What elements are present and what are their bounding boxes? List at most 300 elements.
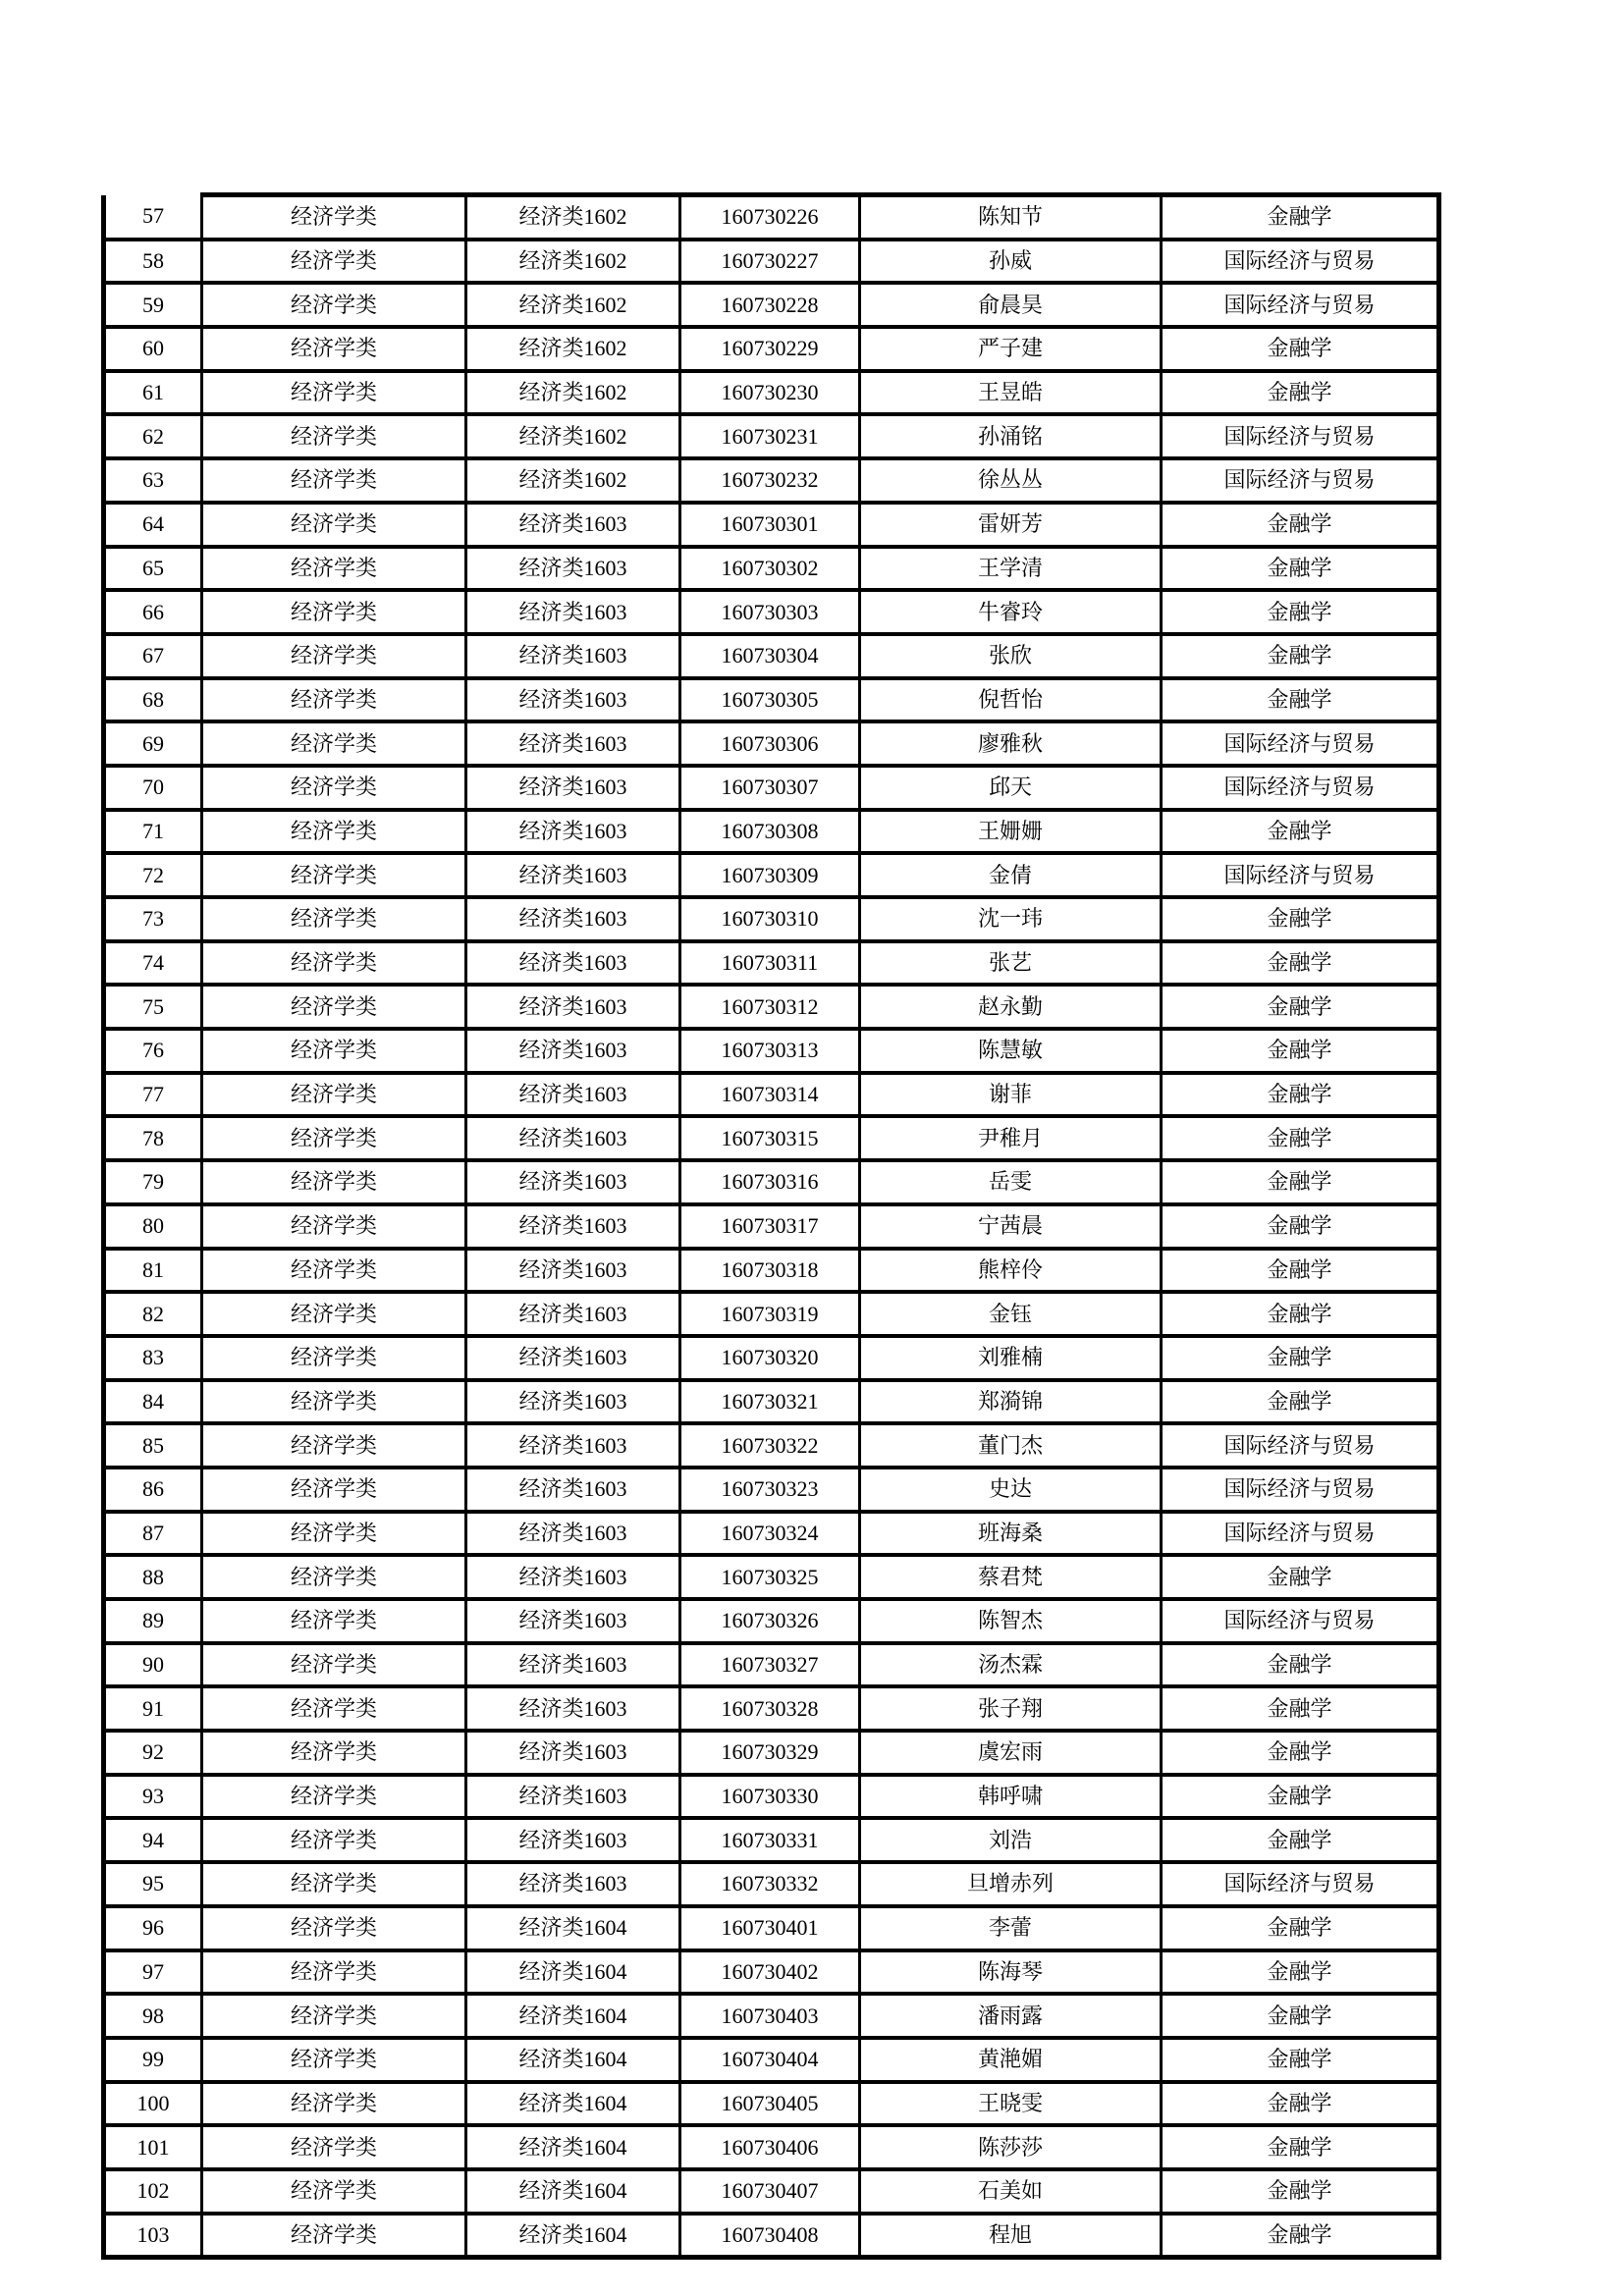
category-cell: 经济学类 bbox=[202, 1116, 466, 1160]
class-cell: 经济类1604 bbox=[466, 1906, 680, 1950]
row-number-cell: 68 bbox=[104, 678, 202, 722]
major-cell: 金融学 bbox=[1162, 1994, 1439, 2038]
category-cell: 经济学类 bbox=[202, 590, 466, 634]
major-cell: 金融学 bbox=[1162, 941, 1439, 986]
row-number-cell: 59 bbox=[104, 283, 202, 327]
student-id-cell: 160730306 bbox=[680, 721, 860, 766]
student-id-cell: 160730231 bbox=[680, 414, 860, 458]
class-cell: 经济类1603 bbox=[466, 853, 680, 897]
major-cell: 国际经济与贸易 bbox=[1162, 414, 1439, 458]
row-number-cell: 70 bbox=[104, 766, 202, 810]
row-number-cell: 102 bbox=[104, 2169, 202, 2214]
name-cell: 陈莎莎 bbox=[860, 2125, 1162, 2169]
major-cell: 金融学 bbox=[1162, 2038, 1439, 2082]
name-cell: 王姗姗 bbox=[860, 810, 1162, 854]
student-id-cell: 160730320 bbox=[680, 1336, 860, 1380]
category-cell: 经济学类 bbox=[202, 195, 466, 240]
category-cell: 经济学类 bbox=[202, 2125, 466, 2169]
table-row bbox=[104, 941, 1439, 986]
name-cell: 岳雯 bbox=[860, 1160, 1162, 1204]
row-number-cell: 79 bbox=[104, 1160, 202, 1204]
category-cell: 经济学类 bbox=[202, 1204, 466, 1249]
name-cell: 谢菲 bbox=[860, 1073, 1162, 1117]
table-row bbox=[104, 1468, 1439, 1512]
student-id-cell: 160730315 bbox=[680, 1116, 860, 1160]
student-id-cell: 160730330 bbox=[680, 1775, 860, 1819]
class-cell: 经济类1602 bbox=[466, 458, 680, 503]
table-row bbox=[104, 1731, 1439, 1775]
major-cell: 金融学 bbox=[1162, 2125, 1439, 2169]
table-row bbox=[104, 1818, 1439, 1862]
student-id-cell: 160730310 bbox=[680, 897, 860, 941]
major-cell: 国际经济与贸易 bbox=[1162, 1599, 1439, 1643]
row-number-cell: 88 bbox=[104, 1555, 202, 1599]
name-cell: 程旭 bbox=[860, 2214, 1162, 2258]
name-cell: 金倩 bbox=[860, 853, 1162, 897]
category-cell: 经济学类 bbox=[202, 2214, 466, 2258]
category-cell: 经济学类 bbox=[202, 2038, 466, 2082]
category-cell: 经济学类 bbox=[202, 327, 466, 371]
table-row bbox=[104, 1994, 1439, 2038]
major-cell: 金融学 bbox=[1162, 1818, 1439, 1862]
row-number-cell: 77 bbox=[104, 1073, 202, 1117]
row-number-cell: 71 bbox=[104, 810, 202, 854]
name-cell: 蔡君梵 bbox=[860, 1555, 1162, 1599]
major-cell: 金融学 bbox=[1162, 2169, 1439, 2214]
student-roster-table bbox=[101, 192, 1441, 2260]
name-cell: 徐丛丛 bbox=[860, 458, 1162, 503]
name-cell: 张子翔 bbox=[860, 1686, 1162, 1731]
student-id-cell: 160730312 bbox=[680, 985, 860, 1029]
table-row bbox=[104, 1380, 1439, 1424]
name-cell: 潘雨露 bbox=[860, 1994, 1162, 2038]
student-id-cell: 160730328 bbox=[680, 1686, 860, 1731]
table-row bbox=[104, 678, 1439, 722]
row-number-cell: 99 bbox=[104, 2038, 202, 2082]
major-cell: 国际经济与贸易 bbox=[1162, 1512, 1439, 1556]
name-cell: 俞晨昊 bbox=[860, 283, 1162, 327]
row-number-cell: 67 bbox=[104, 634, 202, 678]
class-cell: 经济类1603 bbox=[466, 1204, 680, 1249]
name-cell: 汤杰霖 bbox=[860, 1643, 1162, 1687]
name-cell: 孙涌铭 bbox=[860, 414, 1162, 458]
major-cell: 国际经济与贸易 bbox=[1162, 1862, 1439, 1906]
name-cell: 严子建 bbox=[860, 327, 1162, 371]
major-cell: 金融学 bbox=[1162, 1160, 1439, 1204]
table-row bbox=[104, 1950, 1439, 1995]
row-number-cell: 57 bbox=[104, 195, 202, 240]
name-cell: 陈海琴 bbox=[860, 1950, 1162, 1995]
table-row bbox=[104, 1686, 1439, 1731]
category-cell: 经济学类 bbox=[202, 2169, 466, 2214]
student-id-cell: 160730401 bbox=[680, 1906, 860, 1950]
major-cell: 金融学 bbox=[1162, 1380, 1439, 1424]
row-number-cell: 87 bbox=[104, 1512, 202, 1556]
category-cell: 经济学类 bbox=[202, 1160, 466, 1204]
student-id-cell: 160730326 bbox=[680, 1599, 860, 1643]
student-id-cell: 160730407 bbox=[680, 2169, 860, 2214]
class-cell: 经济类1603 bbox=[466, 678, 680, 722]
name-cell: 刘浩 bbox=[860, 1818, 1162, 1862]
class-cell: 经济类1604 bbox=[466, 2038, 680, 2082]
student-id-cell: 160730404 bbox=[680, 2038, 860, 2082]
major-cell: 国际经济与贸易 bbox=[1162, 721, 1439, 766]
table-row bbox=[104, 810, 1439, 854]
student-id-cell: 160730321 bbox=[680, 1380, 860, 1424]
class-cell: 经济类1604 bbox=[466, 2082, 680, 2126]
student-id-cell: 160730406 bbox=[680, 2125, 860, 2169]
row-number-cell: 91 bbox=[104, 1686, 202, 1731]
class-cell: 经济类1603 bbox=[466, 1775, 680, 1819]
major-cell: 金融学 bbox=[1162, 547, 1439, 591]
major-cell: 金融学 bbox=[1162, 897, 1439, 941]
class-cell: 经济类1603 bbox=[466, 1468, 680, 1512]
row-number-cell: 82 bbox=[104, 1292, 202, 1336]
major-cell: 金融学 bbox=[1162, 1292, 1439, 1336]
category-cell: 经济学类 bbox=[202, 1818, 466, 1862]
table-row bbox=[104, 853, 1439, 897]
major-cell: 金融学 bbox=[1162, 985, 1439, 1029]
class-cell: 经济类1604 bbox=[466, 2214, 680, 2258]
name-cell: 陈慧敏 bbox=[860, 1029, 1162, 1073]
student-id-cell: 160730402 bbox=[680, 1950, 860, 1995]
name-cell: 张艺 bbox=[860, 941, 1162, 986]
table-row bbox=[104, 2038, 1439, 2082]
name-cell: 王晓雯 bbox=[860, 2082, 1162, 2126]
row-number-cell: 95 bbox=[104, 1862, 202, 1906]
major-cell: 金融学 bbox=[1162, 1950, 1439, 1995]
name-cell: 宁茜晨 bbox=[860, 1204, 1162, 1249]
row-number-cell: 78 bbox=[104, 1116, 202, 1160]
class-cell: 经济类1603 bbox=[466, 1818, 680, 1862]
student-id-cell: 160730229 bbox=[680, 327, 860, 371]
table-row bbox=[104, 371, 1439, 415]
table-row bbox=[104, 1336, 1439, 1380]
category-cell: 经济学类 bbox=[202, 1336, 466, 1380]
category-cell: 经济学类 bbox=[202, 1512, 466, 1556]
major-cell: 金融学 bbox=[1162, 1116, 1439, 1160]
row-number-cell: 100 bbox=[104, 2082, 202, 2126]
category-cell: 经济学类 bbox=[202, 810, 466, 854]
roster-body bbox=[104, 195, 1439, 2258]
student-id-cell: 160730314 bbox=[680, 1073, 860, 1117]
student-id-cell: 160730318 bbox=[680, 1249, 860, 1293]
row-number-cell: 80 bbox=[104, 1204, 202, 1249]
row-number-cell: 65 bbox=[104, 547, 202, 591]
row-number-cell: 93 bbox=[104, 1775, 202, 1819]
row-number-cell: 96 bbox=[104, 1906, 202, 1950]
class-cell: 经济类1603 bbox=[466, 1160, 680, 1204]
row-number-cell: 98 bbox=[104, 1994, 202, 2038]
table-row bbox=[104, 2169, 1439, 2214]
class-cell: 经济类1603 bbox=[466, 1380, 680, 1424]
major-cell: 国际经济与贸易 bbox=[1162, 458, 1439, 503]
row-number-cell: 61 bbox=[104, 371, 202, 415]
major-cell: 金融学 bbox=[1162, 634, 1439, 678]
table-row bbox=[104, 240, 1439, 284]
name-cell: 李蕾 bbox=[860, 1906, 1162, 1950]
class-cell: 经济类1604 bbox=[466, 2125, 680, 2169]
name-cell: 董门杰 bbox=[860, 1423, 1162, 1468]
student-id-cell: 160730228 bbox=[680, 283, 860, 327]
major-cell: 金融学 bbox=[1162, 1073, 1439, 1117]
name-cell: 石美如 bbox=[860, 2169, 1162, 2214]
table-row bbox=[104, 721, 1439, 766]
name-cell: 陈智杰 bbox=[860, 1599, 1162, 1643]
name-cell: 陈知节 bbox=[860, 195, 1162, 240]
name-cell: 虞宏雨 bbox=[860, 1731, 1162, 1775]
table-row bbox=[104, 327, 1439, 371]
table-row bbox=[104, 1292, 1439, 1336]
name-cell: 韩呼啸 bbox=[860, 1775, 1162, 1819]
class-cell: 经济类1603 bbox=[466, 634, 680, 678]
major-cell: 国际经济与贸易 bbox=[1162, 853, 1439, 897]
class-cell: 经济类1603 bbox=[466, 766, 680, 810]
major-cell: 金融学 bbox=[1162, 1029, 1439, 1073]
table-row bbox=[104, 766, 1439, 810]
row-number-cell: 103 bbox=[104, 2214, 202, 2258]
class-cell: 经济类1603 bbox=[466, 897, 680, 941]
category-cell: 经济学类 bbox=[202, 985, 466, 1029]
student-id-cell: 160730230 bbox=[680, 371, 860, 415]
row-number-cell: 75 bbox=[104, 985, 202, 1029]
major-cell: 国际经济与贸易 bbox=[1162, 283, 1439, 327]
major-cell: 国际经济与贸易 bbox=[1162, 1468, 1439, 1512]
category-cell: 经济学类 bbox=[202, 1994, 466, 2038]
name-cell: 史达 bbox=[860, 1468, 1162, 1512]
major-cell: 金融学 bbox=[1162, 1336, 1439, 1380]
table-row bbox=[104, 1862, 1439, 1906]
student-id-cell: 160730316 bbox=[680, 1160, 860, 1204]
major-cell: 金融学 bbox=[1162, 1249, 1439, 1293]
category-cell: 经济学类 bbox=[202, 853, 466, 897]
category-cell: 经济学类 bbox=[202, 1249, 466, 1293]
table-row bbox=[104, 1116, 1439, 1160]
category-cell: 经济学类 bbox=[202, 897, 466, 941]
table-row bbox=[104, 1643, 1439, 1687]
class-cell: 经济类1603 bbox=[466, 1686, 680, 1731]
name-cell: 倪哲怡 bbox=[860, 678, 1162, 722]
major-cell: 金融学 bbox=[1162, 371, 1439, 415]
student-id-cell: 160730327 bbox=[680, 1643, 860, 1687]
name-cell: 雷妍芳 bbox=[860, 503, 1162, 547]
table-row bbox=[104, 283, 1439, 327]
major-cell: 金融学 bbox=[1162, 1686, 1439, 1731]
student-id-cell: 160730403 bbox=[680, 1994, 860, 2038]
category-cell: 经济学类 bbox=[202, 1423, 466, 1468]
student-id-cell: 160730303 bbox=[680, 590, 860, 634]
table-row bbox=[104, 458, 1439, 503]
name-cell: 邱天 bbox=[860, 766, 1162, 810]
category-cell: 经济学类 bbox=[202, 1380, 466, 1424]
major-cell: 国际经济与贸易 bbox=[1162, 1423, 1439, 1468]
student-id-cell: 160730305 bbox=[680, 678, 860, 722]
class-cell: 经济类1603 bbox=[466, 810, 680, 854]
table-row bbox=[104, 590, 1439, 634]
category-cell: 经济学类 bbox=[202, 634, 466, 678]
category-cell: 经济学类 bbox=[202, 1775, 466, 1819]
row-number-cell: 101 bbox=[104, 2125, 202, 2169]
row-number-cell: 76 bbox=[104, 1029, 202, 1073]
row-number-cell: 94 bbox=[104, 1818, 202, 1862]
student-id-cell: 160730309 bbox=[680, 853, 860, 897]
class-cell: 经济类1602 bbox=[466, 195, 680, 240]
row-number-cell: 74 bbox=[104, 941, 202, 986]
class-cell: 经济类1603 bbox=[466, 1336, 680, 1380]
name-cell: 旦增赤列 bbox=[860, 1862, 1162, 1906]
name-cell: 牛睿玲 bbox=[860, 590, 1162, 634]
student-id-cell: 160730324 bbox=[680, 1512, 860, 1556]
student-id-cell: 160730322 bbox=[680, 1423, 860, 1468]
name-cell: 刘雅楠 bbox=[860, 1336, 1162, 1380]
row-number-cell: 69 bbox=[104, 721, 202, 766]
student-id-cell: 160730308 bbox=[680, 810, 860, 854]
table-row bbox=[104, 1599, 1439, 1643]
class-cell: 经济类1603 bbox=[466, 1862, 680, 1906]
table-row bbox=[104, 1775, 1439, 1819]
category-cell: 经济学类 bbox=[202, 1906, 466, 1950]
name-cell: 王昱皓 bbox=[860, 371, 1162, 415]
class-cell: 经济类1604 bbox=[466, 1994, 680, 2038]
student-id-cell: 160730307 bbox=[680, 766, 860, 810]
major-cell: 金融学 bbox=[1162, 503, 1439, 547]
class-cell: 经济类1603 bbox=[466, 503, 680, 547]
class-cell: 经济类1603 bbox=[466, 1423, 680, 1468]
name-cell: 金钰 bbox=[860, 1292, 1162, 1336]
student-id-cell: 160730323 bbox=[680, 1468, 860, 1512]
table-row bbox=[104, 1029, 1439, 1073]
row-number-cell: 97 bbox=[104, 1950, 202, 1995]
category-cell: 经济学类 bbox=[202, 1468, 466, 1512]
category-cell: 经济学类 bbox=[202, 721, 466, 766]
student-id-cell: 160730405 bbox=[680, 2082, 860, 2126]
major-cell: 金融学 bbox=[1162, 1775, 1439, 1819]
class-cell: 经济类1602 bbox=[466, 327, 680, 371]
category-cell: 经济学类 bbox=[202, 458, 466, 503]
student-id-cell: 160730301 bbox=[680, 503, 860, 547]
category-cell: 经济学类 bbox=[202, 283, 466, 327]
name-cell: 熊梓伶 bbox=[860, 1249, 1162, 1293]
name-cell: 孙威 bbox=[860, 240, 1162, 284]
row-number-cell: 62 bbox=[104, 414, 202, 458]
major-cell: 金融学 bbox=[1162, 1906, 1439, 1950]
table-row bbox=[104, 1204, 1439, 1249]
class-cell: 经济类1602 bbox=[466, 414, 680, 458]
major-cell: 金融学 bbox=[1162, 1204, 1439, 1249]
class-cell: 经济类1603 bbox=[466, 985, 680, 1029]
class-cell: 经济类1602 bbox=[466, 283, 680, 327]
category-cell: 经济学类 bbox=[202, 1643, 466, 1687]
student-id-cell: 160730319 bbox=[680, 1292, 860, 1336]
major-cell: 金融学 bbox=[1162, 1555, 1439, 1599]
category-cell: 经济学类 bbox=[202, 1599, 466, 1643]
student-id-cell: 160730226 bbox=[680, 195, 860, 240]
category-cell: 经济学类 bbox=[202, 1862, 466, 1906]
table-row bbox=[104, 1249, 1439, 1293]
student-id-cell: 160730317 bbox=[680, 1204, 860, 1249]
name-cell: 张欣 bbox=[860, 634, 1162, 678]
class-cell: 经济类1603 bbox=[466, 1643, 680, 1687]
category-cell: 经济学类 bbox=[202, 1950, 466, 1995]
row-number-cell: 60 bbox=[104, 327, 202, 371]
row-number-cell: 64 bbox=[104, 503, 202, 547]
category-cell: 经济学类 bbox=[202, 1073, 466, 1117]
student-id-cell: 160730329 bbox=[680, 1731, 860, 1775]
table-row bbox=[104, 985, 1439, 1029]
table-row bbox=[104, 547, 1439, 591]
name-cell: 黄滟媚 bbox=[860, 2038, 1162, 2082]
table-row bbox=[104, 2125, 1439, 2169]
table-row bbox=[104, 1555, 1439, 1599]
student-id-cell: 160730332 bbox=[680, 1862, 860, 1906]
student-id-cell: 160730302 bbox=[680, 547, 860, 591]
category-cell: 经济学类 bbox=[202, 1292, 466, 1336]
row-number-cell: 90 bbox=[104, 1643, 202, 1687]
table-row bbox=[104, 1073, 1439, 1117]
name-cell: 王学清 bbox=[860, 547, 1162, 591]
name-cell: 廖雅秋 bbox=[860, 721, 1162, 766]
student-id-cell: 160730227 bbox=[680, 240, 860, 284]
row-number-cell: 81 bbox=[104, 1249, 202, 1293]
table-row bbox=[104, 1423, 1439, 1468]
table-row bbox=[104, 1512, 1439, 1556]
class-cell: 经济类1603 bbox=[466, 1512, 680, 1556]
category-cell: 经济学类 bbox=[202, 766, 466, 810]
category-cell: 经济学类 bbox=[202, 1686, 466, 1731]
major-cell: 金融学 bbox=[1162, 1643, 1439, 1687]
category-cell: 经济学类 bbox=[202, 1731, 466, 1775]
category-cell: 经济学类 bbox=[202, 1555, 466, 1599]
class-cell: 经济类1603 bbox=[466, 1292, 680, 1336]
student-id-cell: 160730232 bbox=[680, 458, 860, 503]
category-cell: 经济学类 bbox=[202, 2082, 466, 2126]
student-id-cell: 160730325 bbox=[680, 1555, 860, 1599]
student-id-cell: 160730313 bbox=[680, 1029, 860, 1073]
category-cell: 经济学类 bbox=[202, 941, 466, 986]
student-id-cell: 160730408 bbox=[680, 2214, 860, 2258]
class-cell: 经济类1604 bbox=[466, 2169, 680, 2214]
major-cell: 金融学 bbox=[1162, 195, 1439, 240]
category-cell: 经济学类 bbox=[202, 547, 466, 591]
name-cell: 沈一玮 bbox=[860, 897, 1162, 941]
table-row bbox=[104, 1160, 1439, 1204]
class-cell: 经济类1603 bbox=[466, 1116, 680, 1160]
class-cell: 经济类1603 bbox=[466, 590, 680, 634]
major-cell: 金融学 bbox=[1162, 1731, 1439, 1775]
row-number-cell: 66 bbox=[104, 590, 202, 634]
major-cell: 金融学 bbox=[1162, 2082, 1439, 2126]
category-cell: 经济学类 bbox=[202, 240, 466, 284]
class-cell: 经济类1603 bbox=[466, 1073, 680, 1117]
class-cell: 经济类1603 bbox=[466, 1029, 680, 1073]
name-cell: 郑漪锦 bbox=[860, 1380, 1162, 1424]
major-cell: 金融学 bbox=[1162, 2214, 1439, 2258]
class-cell: 经济类1604 bbox=[466, 1950, 680, 1995]
class-cell: 经济类1603 bbox=[466, 1731, 680, 1775]
student-id-cell: 160730331 bbox=[680, 1818, 860, 1862]
table-row bbox=[104, 2214, 1439, 2258]
table-row bbox=[104, 1906, 1439, 1950]
row-number-cell: 83 bbox=[104, 1336, 202, 1380]
class-cell: 经济类1603 bbox=[466, 941, 680, 986]
name-cell: 班海桑 bbox=[860, 1512, 1162, 1556]
major-cell: 金融学 bbox=[1162, 810, 1439, 854]
category-cell: 经济学类 bbox=[202, 678, 466, 722]
table-row bbox=[104, 414, 1439, 458]
class-cell: 经济类1602 bbox=[466, 371, 680, 415]
row-number-cell: 86 bbox=[104, 1468, 202, 1512]
category-cell: 经济学类 bbox=[202, 503, 466, 547]
